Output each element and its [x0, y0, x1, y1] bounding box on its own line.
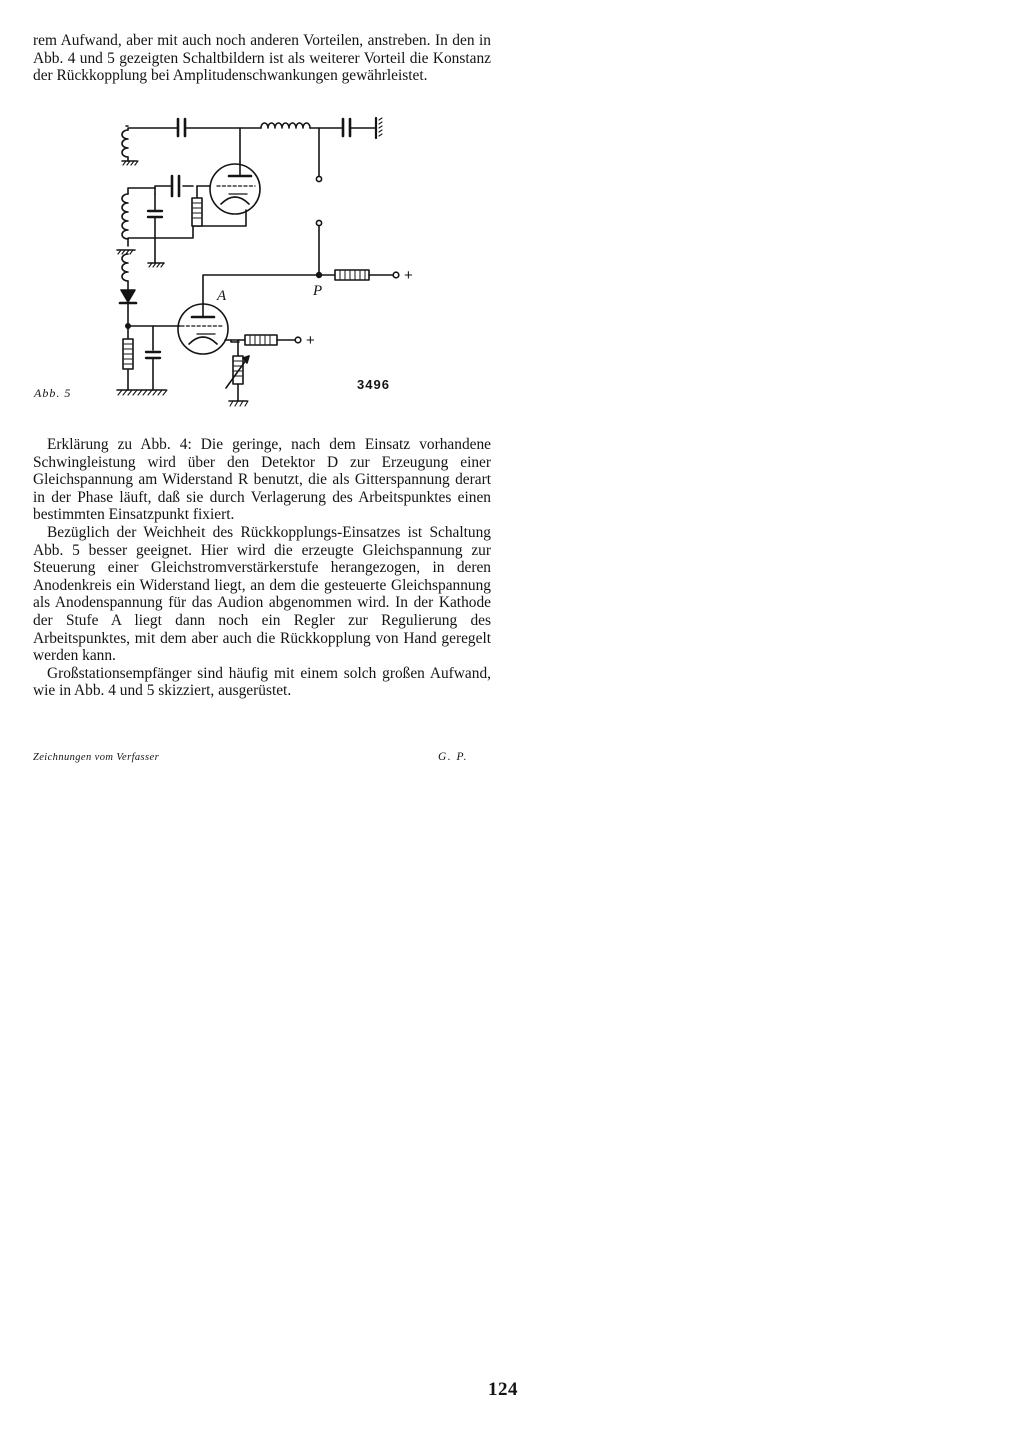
drawing-credit: Zeichnungen vom Verfasser — [33, 752, 160, 763]
plus-sign-upper: + — [404, 267, 413, 284]
antenna-coil-icon — [122, 126, 138, 165]
feedback-coil-icon — [122, 254, 128, 281]
author-initials: G. P. — [438, 751, 468, 763]
figure-caption: Abb. 5 — [34, 386, 72, 400]
label-p: P — [313, 283, 323, 299]
paragraph-schaltung: Bezüglich der Weichheit des Rückkopplungs-Einsatzes ist Schaltung Abb. 5 besser geeignet. Hier wird die erzeugte Gleichspannung zur Steuerung einer Gleichstromverstärkerstufe herangezogen, in deren Anodenkreis ein Widerstand liegt, an dem die gesteuerte Gleichspannung als Anodenspannung für das Audion abgenommen wird. In der Kathode der Stufe A liegt dann noch ein Regler zur Regulierung des Arbeitspunktes, mit dem aber auch die Rückkopplung von Hand geregelt werden kann. — [33, 523, 491, 665]
paragraph-grossstation: Großstationsempfänger sind häufig mit einem solch großen Aufwand, wie in Abb. 4 und 5 skizziert, ausgerüstet. — [33, 664, 491, 700]
paragraph-explanation: Erklärung zu Abb. 4: Die geringe, nach dem Einsatz vorhandene Schwingleistung wird über den Detektor D zur Erzeugung einer Gleichspannung am Widerstand R benutzt, die als Gitterspannung derart in der Phase läuft, daß sie durch Verlagerung des Arbeitspunktes einen bestimmten Einsatzpunkt fixiert. — [33, 436, 491, 524]
label-a: A — [217, 288, 227, 304]
amplifier-tube-icon — [178, 304, 228, 354]
figure-number: 3496 — [357, 377, 390, 392]
detector-diode-icon — [121, 290, 135, 302]
intro-paragraph: rem Aufwand, aber mit auch noch anderen Vorteilen, anstreben. In den in Abb. 4 und 5 gezeigten Schaltbildern ist als weiterer Vorteil die Konstanz der Rückkopplung bei Amplitudenschwankungen gewährleistet. — [33, 32, 491, 85]
audion-tube-icon — [210, 162, 260, 214]
grid-resistor-icon — [192, 198, 202, 226]
page-number: 124 — [488, 1379, 518, 1400]
tank-coil-icon — [122, 194, 128, 239]
plus-sign-lower: + — [306, 332, 315, 349]
circuit-diagram-figure — [33, 112, 493, 420]
choke-coil-icon — [261, 123, 310, 128]
body-text — [33, 436, 491, 700]
